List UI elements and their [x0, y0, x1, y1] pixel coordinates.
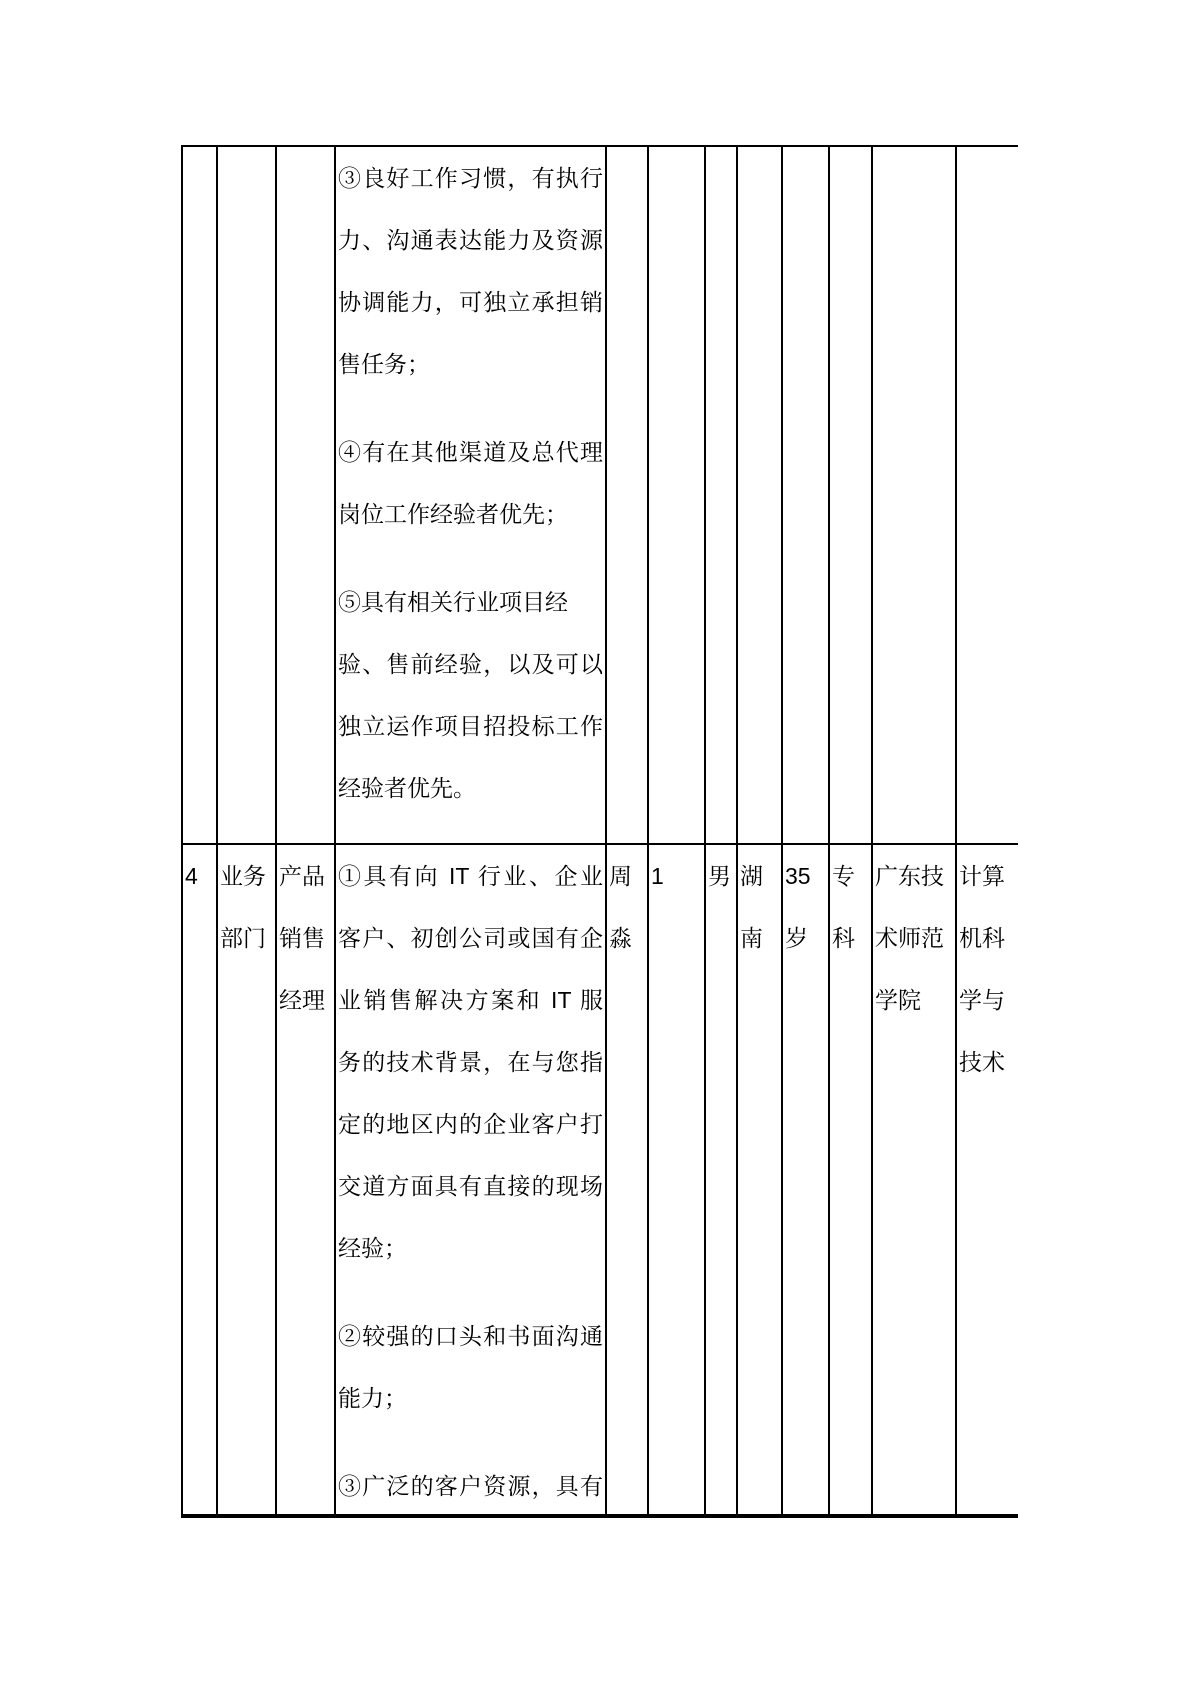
cell-r4-province — [737, 844, 782, 1518]
cell-r4-count — [648, 844, 705, 1518]
requirement-line: 业销售解决方案和 IT 服 — [338, 987, 603, 1013]
requirement-line: 经验者优先。 — [338, 775, 476, 801]
cell-line: 专 — [832, 863, 855, 889]
cell-line: 术师范 — [875, 925, 944, 951]
cell-line: 湖 — [740, 863, 763, 889]
cell-line: 学院 — [875, 987, 921, 1013]
cell-line: 学与 — [959, 987, 1005, 1013]
requirement-line: ④有在其他渠道及总代理 — [338, 439, 603, 465]
cell-r4-gender — [705, 844, 737, 1518]
cell-r4-school — [872, 844, 956, 1518]
cell-r3-number — [182, 146, 217, 844]
cell-line: 部门 — [220, 925, 266, 951]
cell-line: 广东技 — [875, 863, 944, 889]
cell-r4-position — [276, 844, 335, 1518]
cell-line: 经理 — [279, 987, 325, 1013]
requirement-line: 务的技术背景，在与您指 — [338, 1049, 603, 1075]
cell-line: 计算 — [959, 863, 1005, 889]
cell-line: 1 — [651, 863, 664, 889]
cell-r3-count — [648, 146, 705, 844]
cell-r4-age — [782, 844, 829, 1518]
cell-r3-province — [737, 146, 782, 844]
cell-r4-department — [217, 844, 276, 1518]
requirement-paragraph — [338, 1305, 603, 1429]
recruitment-table — [181, 145, 1018, 1518]
requirement-paragraph — [338, 421, 603, 545]
cell-r3-name — [606, 146, 648, 844]
cell-line: 岁 — [785, 925, 808, 951]
cell-r4-number — [182, 844, 217, 1518]
cell-line: 科 — [832, 925, 855, 951]
cell-r4-name — [606, 844, 648, 1518]
requirement-line: 能力； — [338, 1385, 407, 1411]
requirement-line: 售任务； — [338, 351, 430, 377]
table-row-3-continued — [182, 146, 1018, 844]
cell-line: 销售 — [279, 925, 325, 951]
cell-line: 男 — [708, 863, 731, 889]
requirement-paragraph — [338, 571, 603, 819]
requirement-line: 客户、初创公司或国有企 — [338, 925, 603, 951]
requirement-line: 定的地区内的企业客户打 — [338, 1111, 603, 1137]
requirement-line: 协调能力，可独立承担销 — [338, 289, 603, 315]
requirement-paragraph — [338, 845, 603, 1279]
table-row-4 — [182, 844, 1018, 1518]
cell-r3-major — [956, 146, 1018, 844]
cell-r4-education — [829, 844, 872, 1518]
requirement-paragraph — [338, 1455, 603, 1517]
recruitment-table-region — [181, 145, 1018, 1518]
requirement-line: ③良好工作习惯，有执行 — [338, 165, 603, 191]
cell-r3-gender — [705, 146, 737, 844]
cell-r3-age — [782, 146, 829, 844]
cell-line: 业务 — [220, 863, 266, 889]
requirement-paragraph — [338, 147, 603, 395]
cell-line: 周 — [609, 863, 632, 889]
requirement-line: 验、售前经验，以及可以 — [338, 651, 603, 677]
requirement-line: ⑤具有相关行业项目经 — [338, 589, 568, 615]
cell-r4-requirements — [335, 844, 606, 1518]
requirement-line: 岗位工作经验者优先； — [338, 501, 568, 527]
cell-line: 南 — [740, 925, 763, 951]
cell-r3-department — [217, 146, 276, 844]
cell-line: 机科 — [959, 925, 1005, 951]
cell-r4-major — [956, 844, 1018, 1518]
requirement-line: 力、沟通表达能力及资源 — [338, 227, 603, 253]
cell-line: 产品 — [279, 863, 325, 889]
cell-line: 35 — [785, 863, 811, 889]
cell-line: 技术 — [959, 1049, 1005, 1075]
requirement-line: ①具有向 IT 行业、企业 — [338, 863, 603, 889]
cell-r3-position — [276, 146, 335, 844]
cell-r3-education — [829, 146, 872, 844]
cell-line: 淼 — [609, 925, 632, 951]
requirement-line: 独立运作项目招投标工作 — [338, 713, 603, 739]
requirement-line: ②较强的口头和书面沟通 — [338, 1323, 603, 1349]
cell-r3-school — [872, 146, 956, 844]
requirement-line: 经验； — [338, 1235, 407, 1261]
cell-r3-requirements — [335, 146, 606, 844]
requirement-line: 交道方面具有直接的现场 — [338, 1173, 603, 1199]
requirement-line: ③广泛的客户资源，具有 — [338, 1473, 603, 1499]
cell-line: 4 — [185, 863, 198, 889]
page-break-cut-line — [181, 1514, 1018, 1518]
